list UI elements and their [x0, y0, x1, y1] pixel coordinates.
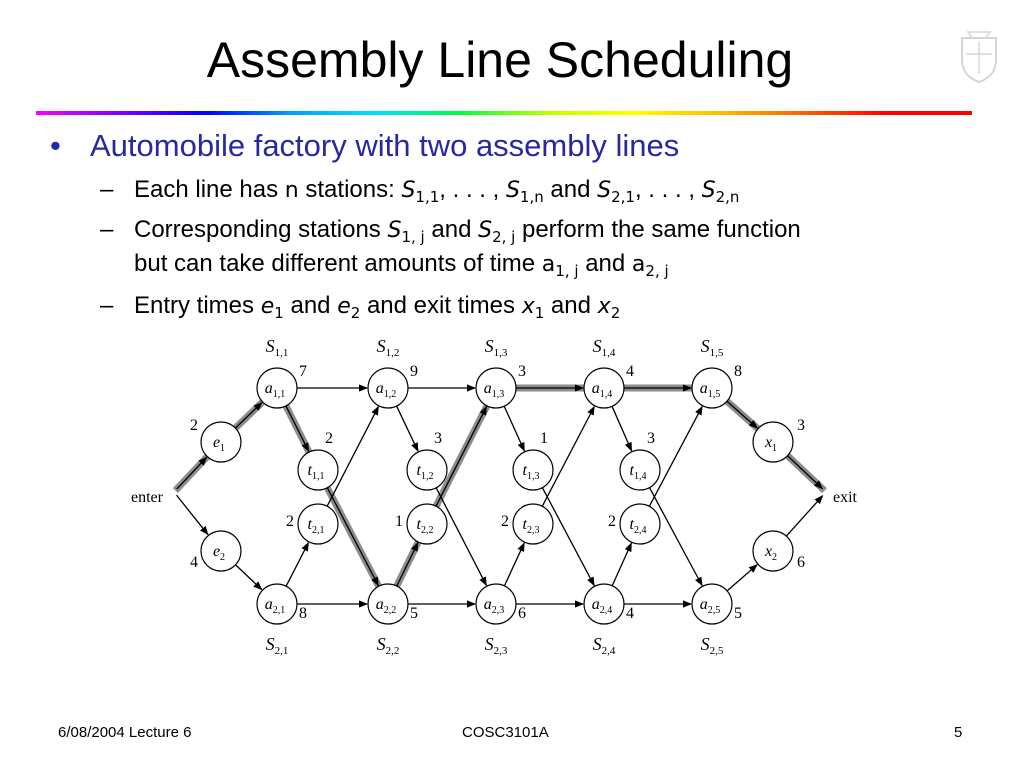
- transfer-t2-3-circle: [513, 504, 553, 544]
- station-a2-5-label: $a_{2,5}$: [699, 596, 721, 616]
- station-a1-5-label: $a_{1,5}$: [699, 380, 721, 400]
- station-a2-2-label: $a_{2,2}$: [375, 596, 397, 616]
- station-a2-4-label: $a_{2,4}$: [591, 596, 613, 616]
- time-a1-2: 9: [410, 363, 418, 380]
- edge-t1-to-a2-4: [649, 488, 702, 586]
- edge-a1-to-t1-4: [612, 406, 632, 450]
- sub-bullet-text-cont: but can take different amounts of time $a_{1, j}$ and $a_{2, j}$: [134, 250, 669, 280]
- cost-e2: 4: [190, 554, 198, 571]
- edge-a2-to-t2-2: [397, 543, 418, 586]
- edge-t2-to-a1-2: [436, 407, 486, 506]
- cost-t2-4: 2: [608, 513, 616, 530]
- transfer-t2-2-label: $t_{2,2}$: [416, 516, 434, 536]
- transfer-t2-2-circle: [407, 504, 447, 544]
- station-a2-5-circle: [692, 584, 732, 624]
- station-a2-1-circle: [257, 584, 297, 624]
- cost-t2-1: 2: [286, 513, 294, 530]
- cost-t1-3: 1: [540, 430, 548, 447]
- diagram-edges: [176, 388, 822, 604]
- station-a1-1-label: $a_{1,1}$: [264, 380, 286, 400]
- edge-t2-to-a1-4: [649, 407, 702, 507]
- time-a2-4: 4: [626, 605, 634, 622]
- footer-date-lecture: 6/08/2004 Lecture 6: [58, 724, 192, 741]
- time-a1-3: 3: [518, 363, 526, 380]
- transfer-t1-3-label: $t_{1,3}$: [522, 462, 540, 482]
- station-a1-5-circle: [692, 368, 732, 408]
- station-label-s2-5: $S_{2,5}$: [700, 634, 724, 657]
- station-label-s1-2: $S_{1,2}$: [376, 336, 400, 359]
- slide-title: Assembly Line Scheduling: [206, 32, 794, 88]
- station-a1-4-label: $a_{1,4}$: [591, 380, 613, 400]
- entry-e1-label: $e_1$: [212, 434, 226, 454]
- station-label-s1-4: $S_{1,4}$: [592, 336, 616, 359]
- transfer-t1-2-label: $t_{1,2}$: [416, 462, 434, 482]
- entry-e2-label: $e_2$: [212, 543, 226, 563]
- transfer-t1-1-circle: [298, 450, 338, 490]
- station-a1-2-circle: [368, 368, 408, 408]
- station-a2-3-circle: [476, 584, 516, 624]
- edge-a2-to-t2-3: [504, 543, 524, 586]
- transfer-t1-2-circle: [407, 450, 447, 490]
- time-a1-4: 4: [626, 363, 634, 380]
- station-a2-1-label: $a_{2,1}$: [264, 596, 286, 616]
- exit-label: exit: [833, 489, 857, 506]
- edge-a2-to-t2-4: [612, 543, 631, 586]
- edge-a15-x1: [727, 401, 757, 428]
- edge-t1-to-a2-2: [436, 488, 486, 586]
- entry-e1-circle: [201, 422, 241, 462]
- edge-a25-x2: [727, 565, 757, 591]
- transfer-t1-3-circle: [513, 450, 553, 490]
- transfer-t2-1-circle: [298, 504, 338, 544]
- cost-t1-1: 2: [325, 430, 333, 447]
- cost-t1-4: 3: [647, 430, 655, 447]
- exit-x1-label: $x_1$: [764, 434, 778, 454]
- edge-x2-exit: [786, 496, 822, 536]
- bullet-dot: •: [50, 128, 61, 163]
- time-a1-5: 8: [734, 363, 742, 380]
- time-a2-5: 5: [734, 605, 742, 622]
- sub-bullet-text: Each line has n stations: $S_{1,1}$, . . . , $S_{1,n}$ and $S_{2,1}$, . . . , $S_{2,n}$: [134, 176, 740, 206]
- edge-t1-to-a2-3: [542, 488, 594, 586]
- edge-a1-to-t1-1: [286, 406, 309, 451]
- edge-t2-to-a1-1: [327, 407, 378, 507]
- cost-t1-2: 3: [434, 430, 442, 447]
- station-a1-3-label: $a_{1,3}$: [483, 380, 505, 400]
- edge-e2-a21: [236, 565, 262, 590]
- station-label-s1-1: $S_{1,1}$: [265, 336, 289, 359]
- fastest-path-highlight: [175, 388, 824, 588]
- cost-x2: 6: [797, 554, 805, 571]
- station-a2-3-label: $a_{2,3}$: [483, 596, 505, 616]
- transfer-t1-1-label: $t_{1,1}$: [307, 462, 325, 482]
- transfer-t2-3-label: $t_{2,3}$: [522, 516, 540, 536]
- exit-x1-circle: [753, 422, 793, 462]
- enter-label: enter: [131, 489, 163, 506]
- transfer-t1-4-circle: [620, 450, 660, 490]
- station-label-s1-3: $S_{1,3}$: [484, 336, 508, 359]
- time-a1-1: 7: [299, 363, 307, 380]
- time-a2-1: 8: [299, 605, 307, 622]
- edge-enter-e1: [177, 457, 207, 489]
- station-a1-2-label: $a_{1,2}$: [375, 380, 397, 400]
- edge-t1-to-a2-1: [327, 488, 378, 586]
- exit-x2-circle: [753, 531, 793, 571]
- station-a1-3-circle: [476, 368, 516, 408]
- footer-course: COSC3101A: [462, 724, 549, 741]
- time-a2-2: 5: [410, 605, 418, 622]
- station-a1-4-circle: [584, 368, 624, 408]
- station-label-s2-3: $S_{2,3}$: [484, 634, 508, 657]
- edge-a1-to-t1-2: [397, 406, 418, 451]
- station-a2-4-circle: [584, 584, 624, 624]
- edge-x1-exit: [788, 456, 823, 489]
- sub-bullet-text: Entry times $e_1$ and $e_2$ and exit times $x_1$ and $x_2$: [134, 292, 621, 322]
- edge-enter-e2: [176, 495, 207, 534]
- transfer-t2-4-label: $t_{2,4}$: [629, 516, 647, 536]
- station-label-s2-4: $S_{2,4}$: [592, 634, 616, 657]
- bullet-dash: –: [100, 176, 114, 203]
- sub-bullet-text: Corresponding stations $S_{1, j}$ and $S_{2, j}$ perform the same function: [134, 216, 801, 246]
- edge-a1-to-t1-3: [504, 406, 524, 451]
- transfer-t2-4-circle: [620, 504, 660, 544]
- bullet-dash: –: [100, 292, 114, 319]
- station-a1-1-circle: [257, 368, 297, 408]
- station-label-s2-1: $S_{2,1}$: [265, 634, 289, 657]
- transfer-t1-4-label: $t_{1,4}$: [629, 462, 647, 482]
- station-label-s1-5: $S_{1,5}$: [700, 336, 724, 359]
- cost-t2-3: 2: [501, 513, 509, 530]
- edge-e1-a11: [235, 403, 261, 429]
- main-bullet-text: Automobile factory with two assembly lines: [90, 128, 680, 163]
- time-a2-3: 6: [518, 605, 526, 622]
- entry-e2-circle: [201, 531, 241, 571]
- station-a2-2-circle: [368, 584, 408, 624]
- edge-t2-to-a1-3: [542, 407, 594, 507]
- cost-x1: 3: [797, 417, 805, 434]
- footer-page-number: 5: [954, 724, 963, 741]
- bullet-dash: –: [100, 216, 114, 243]
- edge-a2-to-t2-1: [286, 543, 308, 587]
- cost-t2-2: 1: [395, 513, 403, 530]
- exit-x2-label: $x_2$: [764, 543, 778, 563]
- station-label-s2-2: $S_{2,2}$: [376, 634, 400, 657]
- cost-e1: 2: [190, 417, 198, 434]
- transfer-t2-1-label: $t_{2,1}$: [307, 516, 325, 536]
